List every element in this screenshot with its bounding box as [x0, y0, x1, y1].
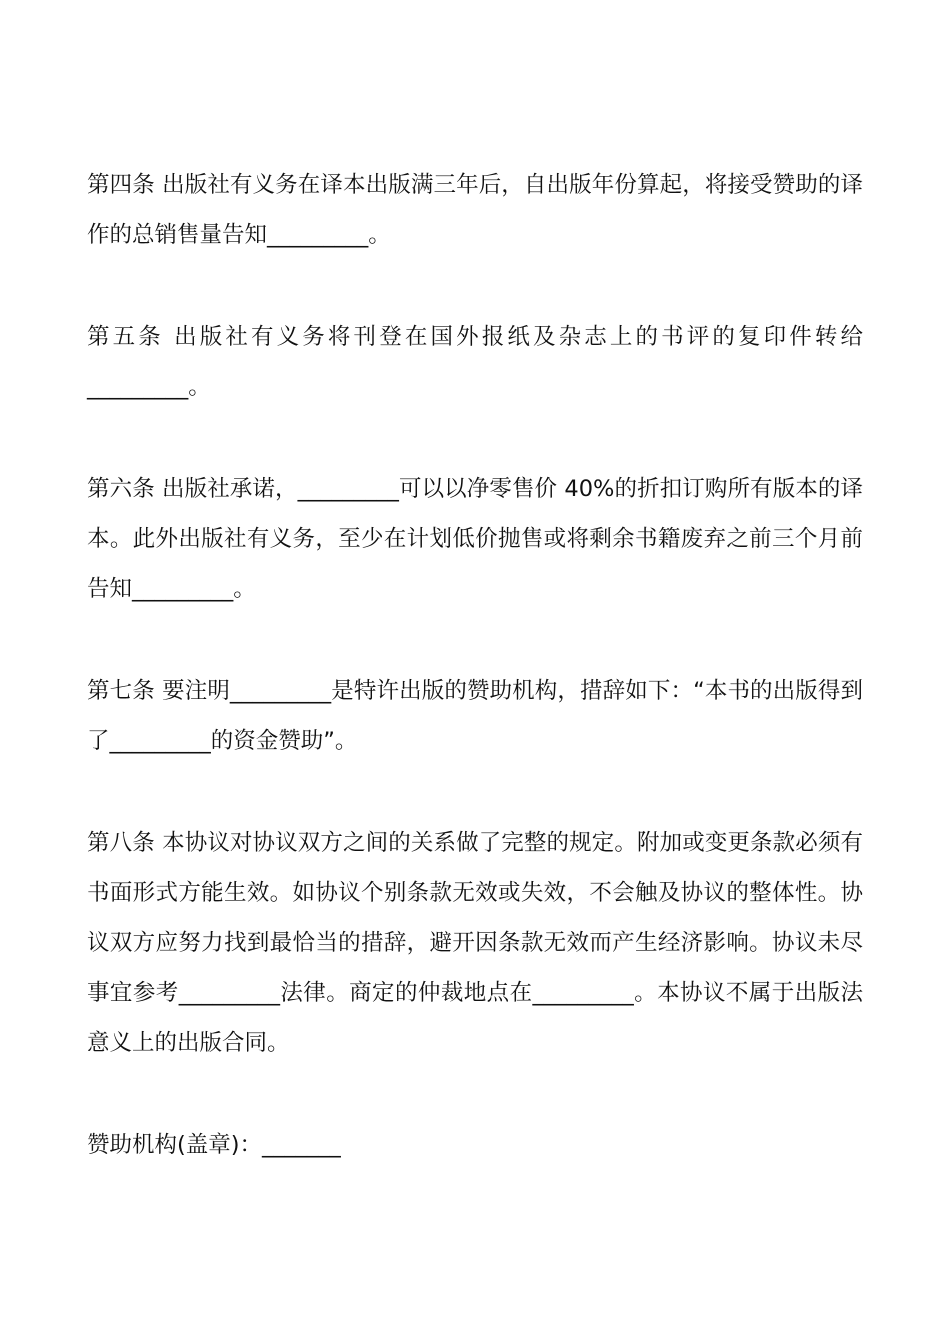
paragraph-gap	[87, 614, 863, 666]
article-4: 第四条 出版社有义务在译本出版满三年后，自出版年份算起，将接受赞助的译作的总销售量告知_________。	[87, 172, 863, 248]
article-7: 第七条 要注明_________是特许出版的赞助机构，措辞如下：“本书的出版得到了_________的资金赞助”。	[87, 678, 863, 754]
paragraph-gap	[87, 766, 863, 818]
article-5: 第五条 出版社有义务将刊登在国外报纸及杂志上的书评的复印件转给_________。	[87, 324, 863, 400]
paragraph-gap	[87, 412, 863, 464]
paragraph-gap	[87, 1068, 863, 1120]
sponsor-signature-line: 赞助机构(盖章)：_______	[87, 1132, 341, 1158]
paragraph-gap	[87, 260, 863, 312]
article-6: 第六条 出版社承诺，_________可以以净零售价 40%的折扣订购所有版本的译本。此外出版社有义务，至少在计划低价抛售或将剩余书籍废弃之前三个月前告知_________。	[87, 476, 863, 602]
document-page	[87, 160, 863, 1170]
article-8: 第八条 本协议对协议双方之间的关系做了完整的规定。附加或变更条款必须有书面形式方能生效。如协议个别条款无效或失效，不会触及协议的整体性。协议双方应努力找到最恰当的措辞，避开因条款无效而产生经济影响。协议未尽事宜参考_________法律。商定的仲裁地点在_________。本协议不属于出版法意义上的出版合同。	[87, 830, 863, 1056]
